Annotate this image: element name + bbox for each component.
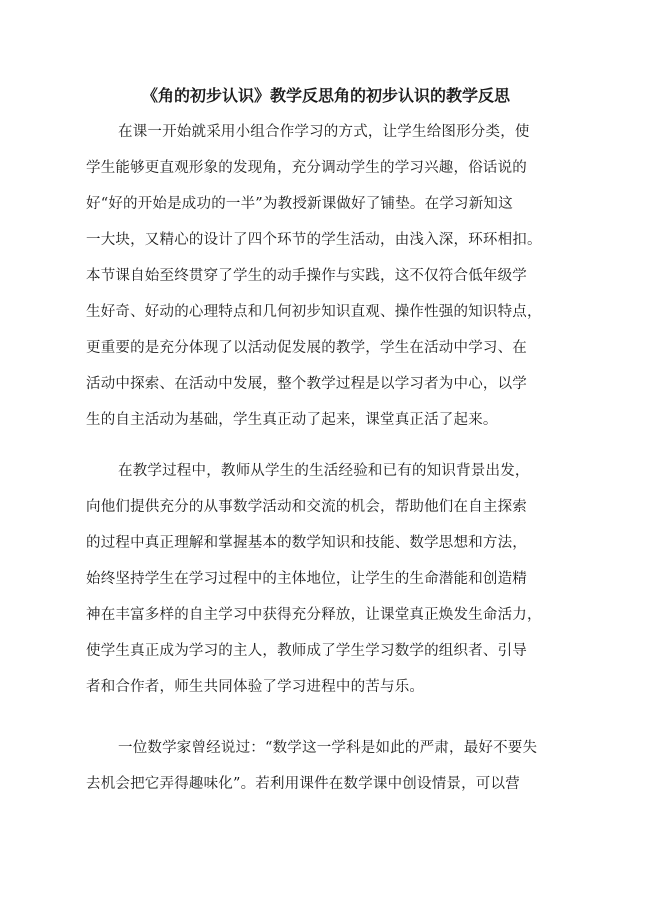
text-line: 学生能够更直观形象的发现角，充分调动学生的学习兴趣，俗话说的 [86, 160, 527, 176]
text-line: 活动中探索、在活动中发展，整个教学过程是以学习者为中心，以学 [86, 376, 527, 392]
text-line: 始终坚持学生在学习过程中的主体地位，让学生的生命潜能和创造精 [86, 571, 527, 587]
text-line: 去机会把它弄得趣味化”。若利用课件在数学课中创设情景，可以营 [86, 776, 520, 792]
paragraph [86, 114, 570, 438]
text-line: 本节课自始至终贯穿了学生的动手操作与实践，这不仅符合低年级学 [86, 268, 527, 284]
text-line: 生好奇、好动的心理特点和几何初步知识直观、操作性强的知识特点， [86, 304, 542, 320]
text-line: 向他们提供充分的从事数学活动和交流的机会，帮助他们在自主探索 [86, 499, 527, 515]
text-line: 者和合作者，师生共同体验了学习进程中的苦与乐。 [86, 679, 425, 695]
paragraph [86, 453, 570, 705]
text-line: 更重要的是充分体现了以活动促发展的教学，学生在活动中学习、在 [86, 340, 527, 356]
paragraph [86, 730, 570, 802]
text-line: 使学生真正成为学习的主人，教师成了学生学习数学的组织者、引导 [86, 643, 527, 659]
text-line: 一大块，又精心的设计了四个环节的学生活动，由浅入深，环环相扣。 [86, 232, 542, 248]
text-line: 一位数学家曾经说过：“数学这一学科是如此的严肃，最好不要失 [118, 740, 538, 756]
text-line: 在课一开始就采用小组合作学习的方式，让学生给图形分类，使 [118, 124, 530, 140]
text-line: 生的自主活动为基础，学生真正动了起来，课堂真正活了起来。 [86, 412, 498, 428]
document-title: 《角的初步认识》教学反思角的初步认识的教学反思 [141, 86, 510, 105]
text-line: 在教学过程中，教师从学生的生活经验和已有的知识背景出发， [118, 463, 530, 479]
text-line: 好“好的开始是成功的一半”为教授新课做好了铺垫。在学习新知这 [86, 196, 513, 212]
text-line: 的过程中真正理解和掌握基本的数学知识和技能、数学思想和方法， [86, 535, 527, 551]
text-line: 神在丰富多样的自主学习中获得充分释放，让课堂真正焕发生命活力， [86, 607, 542, 623]
